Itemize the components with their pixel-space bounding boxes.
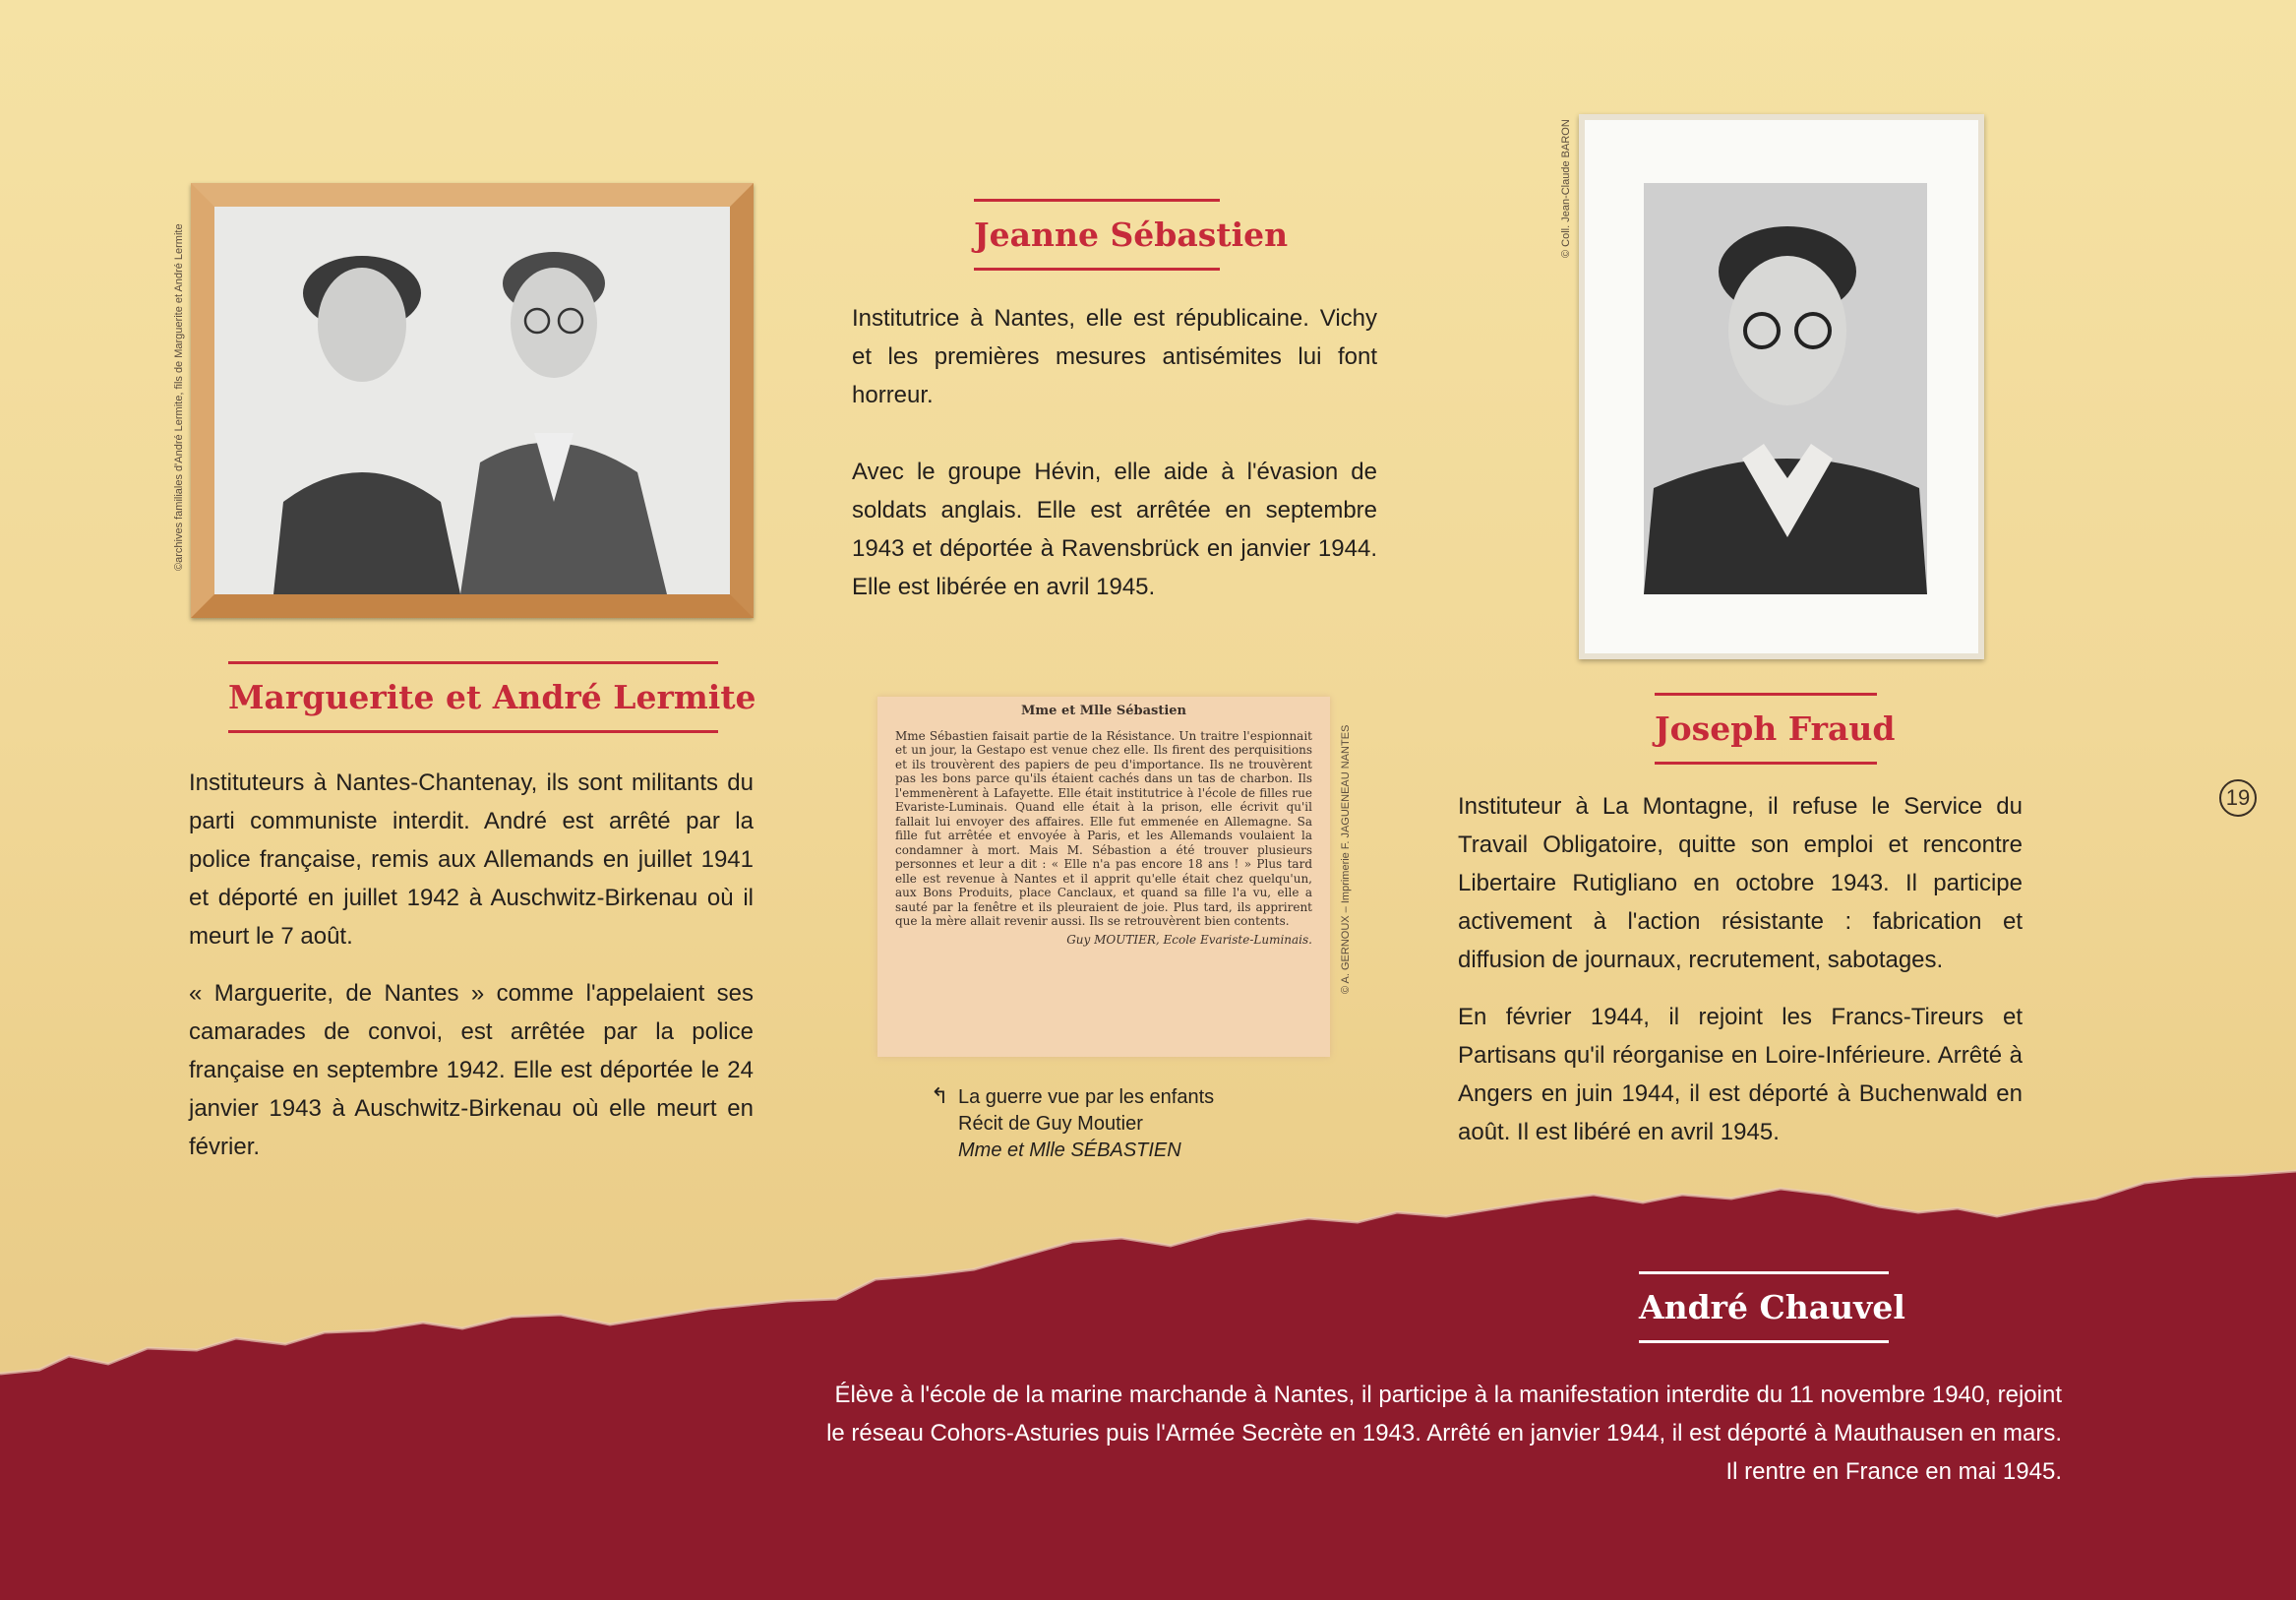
sebastien-paragraph-1: Institutrice à Nantes, elle est républicaine. Vichy et les premières mesures antisémites lui font horreur.	[852, 305, 1377, 408]
chauvel-line-2: le réseau Cohors-Asturies puis l'Armée Secrète en 1943. Arrêté en janvier 1944, il est déporté à Mauthausen en mars.	[826, 1420, 2062, 1446]
chauvel-heading: André Chauvel	[1639, 1271, 1889, 1343]
sebastien-heading: Jeanne Sébastien	[974, 199, 1220, 271]
clipping-signature: Guy MOUTIER, Ecole Evariste-Luminais.	[1066, 932, 1312, 947]
fraud-photo-credit: © Coll. Jean-Claude BARON	[1560, 119, 1572, 258]
lermite-text	[189, 764, 754, 1185]
fraud-text	[1458, 787, 2023, 1170]
chauvel-line-3: Il rentre en France en mai 1945.	[1725, 1458, 2062, 1485]
lermite-photo-credit: ©archives familiales d'André Lermite, fils de Marguerite et André Lermite	[173, 223, 185, 571]
newspaper-clipping	[877, 697, 1330, 1057]
clipping-body: Mme Sébastien faisait partie de la Résistance. Un traitre l'espionnait et un jour, la Gestapo est venue chez elle. Ils firent des perquisitions et ils trouvèrent des papiers de peu d'importance. Ils ne trouvèrent pas les bons parce qu'ils étaient cachés dans un tas de charbon. Ils l'emmenèrent à Lafayette. Elle était institutrice à l'école de filles rue Evariste-Luminais. Quand elle était à la prison, elle écrivit qu'il fallait lui envoyer des affaires. Elle fut emmenée en Allemagne. Sa fille fut arrêtée et envoyée à Paris, et les Allemands voulaient la condamner à mort. Mais M. Sébastion a été trouver plusieurs personnes et leur a dit : « Elle n'a pas encore 18 ans ! » Plus tard elle est revenue à Nantes et il apprit qu'elle était chez quelqu'un, aux Bons Produits, place Canclaux, et quand sa fille l'a vu, elle a sauté par la fenêtre et ils pleuraient de joie. Plus tard, ils apprirent que la mère allait revenir aussi. Ils se retrouvèrent bien contents.	[895, 728, 1312, 928]
caption-line-2: Récit de Guy Moutier	[958, 1113, 1143, 1135]
arrow-up-icon: ↰	[931, 1083, 949, 1108]
lermite-portrait-image	[214, 207, 730, 594]
fraud-photo	[1579, 114, 1984, 659]
lermite-heading: Marguerite et André Lermite	[228, 661, 718, 733]
fraud-heading: Joseph Fraud	[1655, 693, 1877, 765]
fraud-paragraph-2: En février 1944, il rejoint les Francs-Tireurs et Partisans qu'il réorganise en Loire-Inférieure. Arrêté à Angers en juin 1944, il est déporté à Buchenwald en août. Il est libéré en avril 1945.	[1458, 1004, 2023, 1145]
lermite-paragraph-2: « Marguerite, de Nantes » comme l'appelaient ses camarades de convoi, est arrêtée par la police française en septembre 1942. Elle est déportée le 24 janvier 1943 à Auschwitz-Birkenau où elle meurt en février.	[189, 980, 754, 1160]
clipping-title: Mme et Mlle Sébastien	[1021, 704, 1186, 718]
chauvel-line-1: Élève à l'école de la marine marchande à Nantes, il participe à la manifestation interdite du 11 novembre 1940, rejoint	[834, 1382, 2062, 1408]
lermite-paragraph-1: Instituteurs à Nantes-Chantenay, ils sont militants du parti communiste interdit. André est arrêté par la police française, remis aux Allemands en juillet 1941 et déporté en juillet 1942 à Auschwitz-Birkenau où il meurt le 7 août.	[189, 769, 754, 950]
lermite-photo	[191, 183, 754, 618]
page-number: 19	[2219, 779, 2257, 817]
clipping-credit: © A. GERNOUX – Imprimerie F. JAGUENEAU NANTES	[1340, 724, 1352, 994]
chauvel-text	[807, 1376, 2062, 1491]
fraud-paragraph-1: Instituteur à La Montagne, il refuse le Service du Travail Obligatoire, quitte son emploi et rencontre Libertaire Rutigliano en octobre 1943. Il participe activement à l'action résistante : fabrication et diffusion de journaux, recrutement, sabotages.	[1458, 793, 2023, 973]
fraud-portrait-image	[1644, 183, 1927, 594]
caption-line-1: La guerre vue par les enfants	[958, 1086, 1215, 1108]
sebastien-text	[852, 299, 1377, 625]
caption-line-3: Mme et Mlle SÉBASTIEN	[958, 1139, 1181, 1161]
sebastien-paragraph-2: Avec le groupe Hévin, elle aide à l'évasion de soldats anglais. Elle est arrêtée en septembre 1943 et déportée à Ravensbrück en janvier 1944. Elle est libérée en avril 1945.	[852, 459, 1377, 600]
clipping-caption	[931, 1083, 1215, 1164]
